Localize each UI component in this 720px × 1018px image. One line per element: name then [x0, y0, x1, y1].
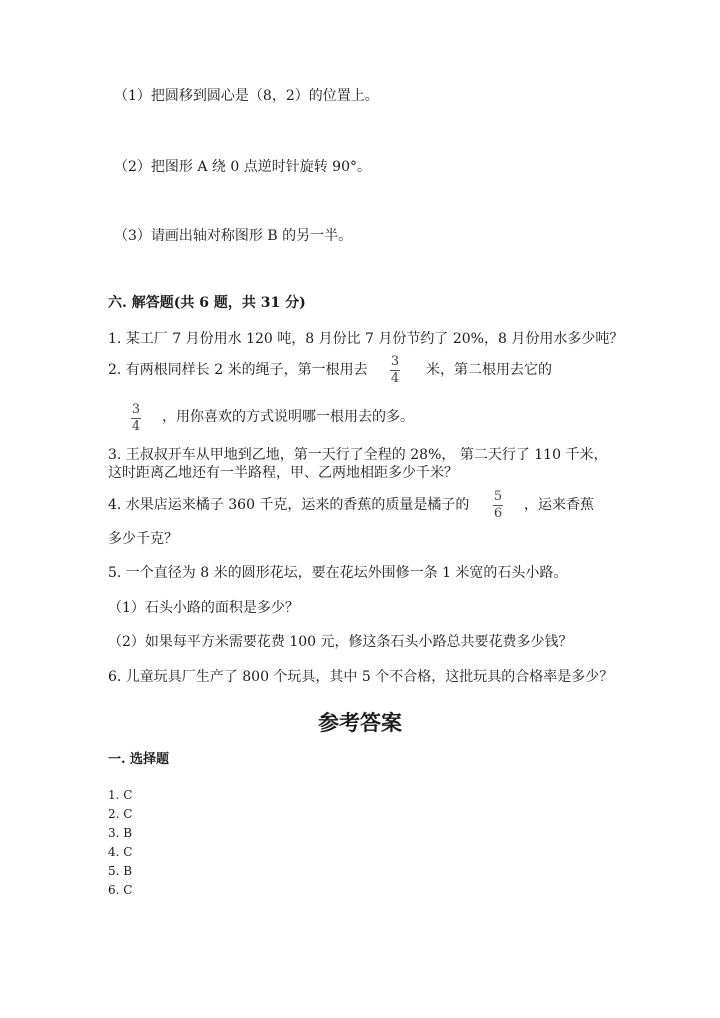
question-2-part-b: 米，第二根用去它的	[426, 362, 552, 378]
answer-section-1-heading: 一. 选择题	[108, 752, 170, 767]
question-5-sub-1: （1）石头小路的面积是多少？	[108, 600, 299, 616]
task-2: （2）把图形 A 绕 0 点逆时针旋转 90°。	[114, 159, 371, 175]
answer-item: 1. C	[108, 788, 133, 802]
question-3-line-2: 这时距离乙地还有一半路程，甲、乙两地相距多少千米？	[108, 465, 458, 481]
fraction-numerator: 3	[131, 402, 141, 417]
fraction-denominator: 6	[493, 506, 503, 521]
question-2-part-c: ，用你喜欢的方式说明哪一根用去的多。	[162, 409, 414, 425]
question-3-line-1: 3. 王叔叔开车从甲地到乙地，第一天行了全程的 28%， 第二天行了 110 千米，	[108, 447, 608, 463]
answer-key-title: 参考答案	[318, 710, 402, 735]
answer-item: 2. C	[108, 807, 133, 821]
question-5-sub-2: （2）如果每平方米需要花费 100 元，修这条石头小路总共要花费多少钱？	[108, 634, 573, 650]
answer-item: 3. B	[108, 826, 133, 840]
fraction-5-6	[493, 490, 503, 521]
question-6: 6. 儿童玩具厂生产了 800 个玩具，其中 5 个不合格，这批玩具的合格率是多少？	[108, 669, 614, 685]
fraction-3-4-a	[390, 355, 400, 386]
question-4-part-a: 4. 水果店运来橘子 360 千克，运来的香蕉的质量是橘子的	[108, 497, 470, 513]
task-1: （1）把圆移到圆心是（8，2）的位置上。	[114, 88, 379, 104]
answer-item: 4. C	[108, 845, 133, 859]
question-4-part-b: ，运来香蕉	[524, 497, 594, 513]
question-4-part-c: 多少千克？	[108, 531, 178, 547]
fraction-denominator: 4	[390, 371, 400, 386]
question-5-stem: 5. 一个直径为 8 米的圆形花坛，要在花坛外围修一条 1 米宽的石头小路。	[108, 565, 568, 581]
fraction-3-4-b	[131, 403, 141, 434]
fraction-numerator: 3	[390, 354, 400, 369]
question-2-part-a: 2. 有两根同样长 2 米的绳子，第一根用去	[108, 362, 368, 378]
fraction-denominator: 4	[131, 419, 141, 434]
answer-item: 5. B	[108, 864, 133, 878]
answer-item: 6. C	[108, 883, 133, 897]
section-heading-6: 六. 解答题(共 6 题，共 31 分)	[108, 295, 306, 311]
task-3: （3）请画出轴对称图形 B 的另一半。	[114, 228, 353, 244]
question-1: 1. 某工厂 7 月份用水 120 吨，8 月份比 7 月份节约了 20%，8 月份用水多少吨？	[108, 331, 624, 347]
fraction-numerator: 5	[493, 489, 503, 504]
